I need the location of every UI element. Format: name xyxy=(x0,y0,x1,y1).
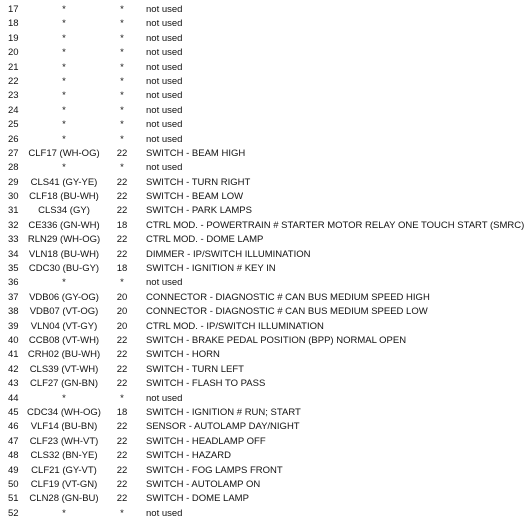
circuit-code: * xyxy=(62,104,66,116)
wire-gauge: 22 xyxy=(116,421,128,433)
pin-number: 50 xyxy=(8,478,19,490)
wire-gauge: * xyxy=(120,47,124,59)
pin-number: 28 xyxy=(8,162,19,174)
wire-gauge: 22 xyxy=(116,435,128,447)
table-row xyxy=(0,104,529,118)
circuit-code: * xyxy=(62,119,66,131)
wire-gauge: 22 xyxy=(116,334,128,346)
circuit-description: SWITCH - FLASH TO PASS xyxy=(146,378,266,390)
table-row xyxy=(0,133,529,147)
table-row xyxy=(0,377,529,391)
wire-gauge: 22 xyxy=(116,363,128,375)
circuit-code: CLN28 (GN-BU) xyxy=(29,493,99,505)
table-row xyxy=(0,147,529,161)
wire-gauge: * xyxy=(120,75,124,87)
circuit-description: SWITCH - TURN RIGHT xyxy=(146,176,251,188)
table-row xyxy=(0,334,529,348)
circuit-description: not used xyxy=(146,162,183,174)
wire-gauge: 22 xyxy=(116,450,128,462)
circuit-description: SWITCH - HEADLAMP OFF xyxy=(146,435,266,447)
table-row xyxy=(0,276,529,290)
wire-gauge: 20 xyxy=(116,320,128,332)
circuit-code: CE336 (GN-WH) xyxy=(28,219,100,231)
pin-number: 35 xyxy=(8,263,19,275)
circuit-code: * xyxy=(62,162,66,174)
circuit-code: * xyxy=(62,4,66,15)
wire-gauge: * xyxy=(120,32,124,44)
table-row xyxy=(0,89,529,103)
circuit-code: * xyxy=(62,90,66,102)
pin-number: 19 xyxy=(8,32,19,44)
wire-gauge: * xyxy=(120,392,124,404)
circuit-code: CLS32 (BN-YE) xyxy=(30,450,98,462)
circuit-code: VDB06 (GY-OG) xyxy=(29,291,99,303)
wire-gauge: * xyxy=(120,507,124,519)
circuit-code: CLS41 (GY-YE) xyxy=(30,176,98,188)
circuit-code: CLF23 (WH-VT) xyxy=(29,435,99,447)
circuit-description: SWITCH - AUTOLAMP ON xyxy=(146,478,261,490)
circuit-code: * xyxy=(62,18,66,30)
pin-number: 42 xyxy=(8,363,19,375)
wire-gauge: * xyxy=(120,90,124,102)
wire-gauge: 18 xyxy=(116,263,128,275)
pin-number: 47 xyxy=(8,435,19,447)
circuit-description: not used xyxy=(146,277,183,289)
table-row xyxy=(0,478,529,492)
table-row xyxy=(0,204,529,218)
pin-number: 44 xyxy=(8,392,19,404)
circuit-description: CTRL MOD. - POWERTRAIN # STARTER MOTOR RELAY ONE TOUCH START (SMRC) xyxy=(146,219,525,231)
wire-gauge: * xyxy=(120,119,124,131)
table-row xyxy=(0,17,529,31)
table-row xyxy=(0,176,529,190)
circuit-description: not used xyxy=(146,104,183,116)
pin-number: 37 xyxy=(8,291,19,303)
circuit-code: CLF19 (VT-GN) xyxy=(30,478,98,490)
table-row xyxy=(0,363,529,377)
table-row xyxy=(0,464,529,478)
circuit-code: * xyxy=(62,75,66,87)
circuit-description: SWITCH - BEAM LOW xyxy=(146,191,244,203)
circuit-description: not used xyxy=(146,392,183,404)
table-row xyxy=(0,219,529,233)
table-row xyxy=(0,420,529,434)
circuit-code: * xyxy=(62,507,66,519)
circuit-code: CCB08 (VT-WH) xyxy=(28,334,100,346)
circuit-description: SWITCH - TURN LEFT xyxy=(146,363,244,375)
circuit-description: SWITCH - BEAM HIGH xyxy=(146,147,246,159)
circuit-code: CDC34 (WH-OG) xyxy=(27,406,101,418)
circuit-description: CONNECTOR - DIAGNOSTIC # CAN BUS MEDIUM SPEED LOW xyxy=(146,306,428,318)
wire-gauge: * xyxy=(120,162,124,174)
pin-number: 18 xyxy=(8,18,19,30)
circuit-code: CLF27 (GN-BN) xyxy=(29,378,99,390)
circuit-description: CONNECTOR - DIAGNOSTIC # CAN BUS MEDIUM SPEED HIGH xyxy=(146,291,430,303)
table-row xyxy=(0,435,529,449)
wire-gauge: 18 xyxy=(116,406,128,418)
connector-pinout-table xyxy=(0,3,529,521)
circuit-code: CLF18 (BU-WH) xyxy=(29,191,99,203)
pin-number: 48 xyxy=(8,450,19,462)
circuit-code: * xyxy=(62,61,66,73)
circuit-description: CTRL MOD. - IP/SWITCH ILLUMINATION xyxy=(146,320,324,332)
pin-number: 34 xyxy=(8,248,19,260)
table-row xyxy=(0,262,529,276)
pin-number: 20 xyxy=(8,47,19,59)
table-row xyxy=(0,291,529,305)
circuit-code: VDB07 (VT-OG) xyxy=(29,306,99,318)
circuit-description: SWITCH - DOME LAMP xyxy=(146,493,249,505)
pin-number: 45 xyxy=(8,406,19,418)
circuit-code: VLN18 (BU-WH) xyxy=(28,248,100,260)
pin-number: 22 xyxy=(8,75,19,87)
wire-gauge: 22 xyxy=(116,493,128,505)
pin-number: 36 xyxy=(8,277,19,289)
table-row xyxy=(0,248,529,262)
table-row xyxy=(0,3,529,17)
pin-number: 51 xyxy=(8,493,19,505)
circuit-code: CDC30 (BU-GY) xyxy=(28,263,100,275)
circuit-description: not used xyxy=(146,119,183,131)
circuit-code: * xyxy=(62,392,66,404)
wire-gauge: 22 xyxy=(116,147,128,159)
wire-gauge: 22 xyxy=(116,176,128,188)
circuit-description: SENSOR - AUTOLAMP DAY/NIGHT xyxy=(146,421,300,433)
table-row xyxy=(0,190,529,204)
circuit-description: not used xyxy=(146,32,183,44)
circuit-description: SWITCH - HAZARD xyxy=(146,450,231,462)
wire-gauge: * xyxy=(120,277,124,289)
table-row xyxy=(0,320,529,334)
circuit-description: SWITCH - IGNITION # RUN; START xyxy=(146,406,301,418)
circuit-code: * xyxy=(62,47,66,59)
wire-gauge: * xyxy=(120,18,124,30)
table-row xyxy=(0,75,529,89)
circuit-description: SWITCH - BRAKE PEDAL POSITION (BPP) NORMAL OPEN xyxy=(146,334,407,346)
wire-gauge: * xyxy=(120,61,124,73)
circuit-description: CTRL MOD. - DOME LAMP xyxy=(146,234,264,246)
circuit-description: not used xyxy=(146,133,183,145)
table-row xyxy=(0,118,529,132)
pin-number: 39 xyxy=(8,320,19,332)
pin-number: 24 xyxy=(8,104,19,116)
pin-number: 17 xyxy=(8,4,19,15)
pin-number: 27 xyxy=(8,147,19,159)
circuit-description: DIMMER - IP/SWITCH ILLUMINATION xyxy=(146,248,311,260)
circuit-code: * xyxy=(62,32,66,44)
table-row xyxy=(0,507,529,521)
circuit-code: VLF14 (BU-BN) xyxy=(30,421,98,433)
circuit-code: CRH02 (BU-WH) xyxy=(27,349,101,361)
wire-gauge: 22 xyxy=(116,191,128,203)
pin-number: 31 xyxy=(8,205,19,217)
pin-number: 40 xyxy=(8,334,19,346)
table-row xyxy=(0,406,529,420)
circuit-code: CLF17 (WH-OG) xyxy=(28,147,100,159)
pin-number: 29 xyxy=(8,176,19,188)
pin-number: 52 xyxy=(8,507,19,519)
wire-gauge: 22 xyxy=(116,378,128,390)
table-row xyxy=(0,32,529,46)
table-row xyxy=(0,233,529,247)
pin-number: 49 xyxy=(8,464,19,476)
circuit-description: not used xyxy=(146,90,183,102)
table-row xyxy=(0,449,529,463)
circuit-code: * xyxy=(62,133,66,145)
circuit-description: SWITCH - PARK LAMPS xyxy=(146,205,252,217)
table-row xyxy=(0,492,529,506)
circuit-code: CLF21 (GY-VT) xyxy=(31,464,97,476)
wire-gauge: 22 xyxy=(116,478,128,490)
pin-number: 30 xyxy=(8,191,19,203)
pin-number: 32 xyxy=(8,219,19,231)
pin-number: 21 xyxy=(8,61,19,73)
pin-number: 43 xyxy=(8,378,19,390)
wire-gauge: * xyxy=(120,133,124,145)
circuit-description: SWITCH - IGNITION # KEY IN xyxy=(146,263,276,275)
wire-gauge: 20 xyxy=(116,291,128,303)
circuit-description: not used xyxy=(146,4,183,15)
circuit-code: VLN04 (VT-GY) xyxy=(30,320,98,332)
circuit-code: CLS34 (GY) xyxy=(38,205,90,217)
wire-gauge: 22 xyxy=(116,234,128,246)
wire-gauge: 20 xyxy=(116,306,128,318)
circuit-description: not used xyxy=(146,507,183,519)
table-row xyxy=(0,46,529,60)
circuit-code: RLN29 (WH-OG) xyxy=(27,234,101,246)
wire-gauge: 22 xyxy=(116,349,128,361)
wire-gauge: * xyxy=(120,4,124,15)
pin-number: 38 xyxy=(8,306,19,318)
circuit-code: * xyxy=(62,277,66,289)
pin-number: 33 xyxy=(8,234,19,246)
circuit-description: SWITCH - FOG LAMPS FRONT xyxy=(146,464,283,476)
table-row xyxy=(0,392,529,406)
wire-gauge: 22 xyxy=(116,464,128,476)
table-row xyxy=(0,305,529,319)
pin-number: 46 xyxy=(8,421,19,433)
table-row xyxy=(0,161,529,175)
wire-gauge: * xyxy=(120,104,124,116)
table-row xyxy=(0,348,529,362)
wire-gauge: 22 xyxy=(116,205,128,217)
circuit-description: not used xyxy=(146,75,183,87)
circuit-description: not used xyxy=(146,18,183,30)
pin-number: 26 xyxy=(8,133,19,145)
wire-gauge: 18 xyxy=(116,219,128,231)
pin-number: 25 xyxy=(8,119,19,131)
circuit-description: not used xyxy=(146,61,183,73)
pin-number: 23 xyxy=(8,90,19,102)
wire-gauge: 22 xyxy=(116,248,128,260)
pin-number: 41 xyxy=(8,349,19,361)
circuit-description: not used xyxy=(146,47,183,59)
table-row xyxy=(0,61,529,75)
circuit-code: CLS39 (VT-WH) xyxy=(29,363,99,375)
circuit-description: SWITCH - HORN xyxy=(146,349,220,361)
